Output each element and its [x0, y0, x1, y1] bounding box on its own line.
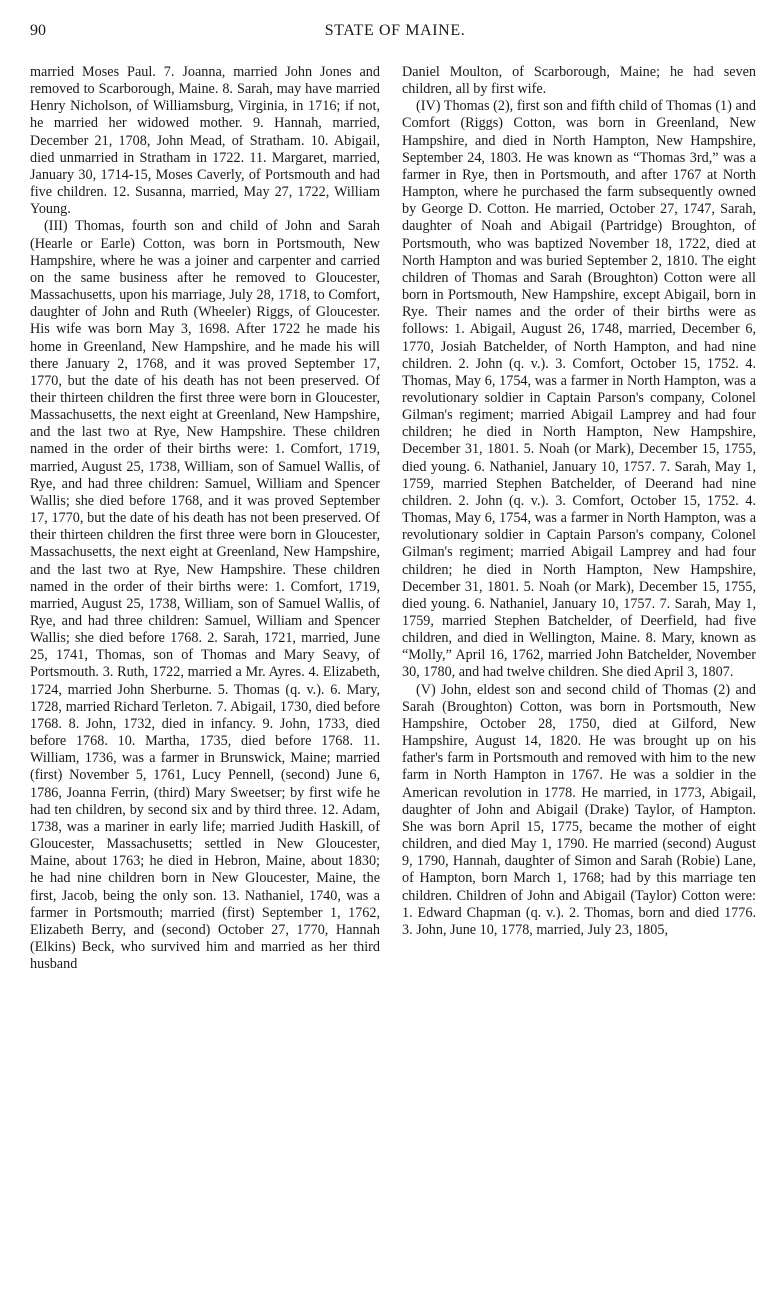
book-page — [30, 18, 760, 1280]
running-head-title: STATE OF MAINE. — [324, 22, 466, 39]
paragraph-continuation: married Moses Paul. 7. Joanna, married John Jones and removed to Scarborough, Maine. 8. Sarah, may have married Henry Nicholson, of Williamsburg, Virginia, in 1716; if not, he married her widowed mother. 9. Hannah, married, December 21, 1708, John Mead, of Stratham. 10. Abigail, died unmarried in Stratham in 1722. 11. Margaret, married, January 30, 1714-15, Moses Caverly, of Portsmouth and had five children. 12. Susanna, married, May 27, 1722, William Young. — [30, 64, 380, 218]
paragraph-thomas-iv: (IV) Thomas (2), first son and fifth child of Thomas (1) and Comfort (Riggs) Cotton, was born in Greenland, New Hampshire, and died in North Hampton, New Hampshire, September 24, 1803. He was known as “Thomas 3rd,” was a farmer in Rye, then in Portsmouth, and after 1767 at North Hampton, where he purchased the farm subsequently owned by George D. Cotton. He married, October 27, 1747, Sarah, daughter of Noah and Abigail (Partridge) Broughton, of Portsmouth, who was baptized November 18, 1722, died at North Hampton and was buried September 2, 1810. The eight children of Thomas and Sarah (Broughton) Cotton were all born in Portsmouth, New Hampshire, except Abigail, born in Rye. Their names and the order of their births were as follows: 1. Abigail, August 26, 1748, married, December 6, 1770, Josiah Batchelder, of North Hampton, and had nine children. 2. John (q. v.). 3. Comfort, October 15, 1752. 4. Thomas, May 6, 1754, was a farmer in North Hampton, was a revolutionary soldier in Captain Parson's company, Colonel Gilman's regiment; married Abigail Lamprey and had four children; he died in North Hampton, New Hampshire, December 31, 1801. 5. Noah (or Mark), December 15, 1755, died young. 6. Nathaniel, January 10, 1757. 7. Sarah, May 1, 1759, married Stephen Batchelder, of Deerand had nine children. 2. John (q. v.). 3. Comfort, October 15, 1752. 4. Thomas, May 6, 1754, was a farmer in North Hampton, was a revolutionary soldier in Captain Parson's company, Colonel Gilman's regiment; married Abigail Lamprey and had four children; he died in North Hampton, New Hampshire, December 31, 1801. 5. Noah (or Mark), December 15, 1755, died young. 6. Nathaniel, January 10, 1757. 7. Sarah, May 1, 1759, married Stephen Batchelder, of Deerfield, had five children, and died in Wellington, Maine. 8. Mary, known as “Molly,” April 16, 1762, married John Batchelder, November 30, 1780, and had twelve children. She died April 3, 1807. — [402, 98, 756, 681]
paragraph-continuation-right: Daniel Moulton, of Scarborough, Maine; he had seven children, all by first wife. — [402, 64, 756, 98]
text-columns — [30, 64, 760, 1284]
page-header — [30, 18, 760, 48]
right-column — [402, 64, 756, 939]
paragraph-thomas-iii: (III) Thomas, fourth son and child of John and Sarah (Hearle or Earle) Cotton, was born in Portsmouth, New Hampshire, where he was a joiner and carpenter and carried on the same business after he removed to Gloucester, Massachusetts, upon his marriage, July 28, 1718, to Comfort, daughter of John and Ruth (Wheeler) Riggs, of Gloucester. His wife was born May 3, 1698. After 1722 he made his home in Greenland, New Hampshire, and he made his will there January 2, 1768, and it was proved September 17, 1770, but the date of his death has not been preserved. Of their thirteen children the first three were born in Gloucester, Massachusetts, the next eight at Greenland, New Hampshire, and the last two at Rye, New Hampshire. These children named in the order of their births were: 1. Comfort, 1719, married, August 25, 1738, William, son of Samuel Wallis, of Rye, and had three children: Samuel, William and Spencer Wallis; she died before 1768, and it was proved September 17, 1770, but the date of his death has not been preserved. Of their thirteen children the first three were born in Gloucester, Massachusetts, the next eight at Greenland, New Hampshire, and the last two at Rye, New Hampshire. These children named in the order of their births were: 1. Comfort, 1719, married, August 25, 1738, William, son of Samuel Wallis, of Rye, and had three children: Samuel, William and Spencer Wallis; she died before 1768. 2. Sarah, 1721, married, June 25, 1741, Thomas, son of Thomas and Mary Seavy, of Portsmouth. 3. Ruth, 1722, married a Mr. Ayres. 4. Elizabeth, 1724, married John Sherburne. 5. Thomas (q. v.). 6. Mary, 1728, married Richard Terleton. 7. Abigail, 1730, died before 1768. 8. John, 1732, died in infancy. 9. John, 1733, died before 1768. 10. Martha, 1735, died before 1768. 11. William, 1736, was a farmer in Brunswick, Maine; married (first) November 5, 1761, Lucy Pennell, (second) June 6, 1786, Joanna Ferrin, (third) Mary Sweetser; by first wife he had ten children, by second six and by third three. 12. Adam, 1738, was a mariner in early life; married Judith Haskill, of Gloucester, Massachusetts; settled in New Gloucester, Maine, about 1763; he died in Hebron, Maine, about 1830; he had nine children born in New Gloucester, Maine, the first, Jacob, being the only son. 13. Nathaniel, 1740, was a farmer in Portsmouth; married (first) September 1, 1762, Elizabeth Berry, and (second) October 27, 1770, Hannah (Elkins) Beck, who survived him and married as her third husband — [30, 218, 380, 973]
left-column — [30, 64, 380, 973]
page-number: 90 — [30, 22, 46, 39]
paragraph-john-v: (V) John, eldest son and second child of Thomas (2) and Sarah (Broughton) Cotton, was born in Portsmouth, New Hampshire, October 28, 1750, died at Gilford, New Hampshire, August 14, 1820. He was brought up on his father's farm in Portsmouth and removed with him to the new farm in North Hampton in 1767. He was a soldier in the American revolution in 1778. He married, in 1773, Abigail, daughter of John and Abigail (Drake) Taylor, of Hampton. She was born April 15, 1775, became the mother of eight children, and died May 1, 1790. He married (second) August 9, 1790, Hannah, daughter of Simon and Sarah (Robie) Lane, of Hampton, born March 1, 1768; had by this marriage ten children. Children of John and Abigail (Taylor) Cotton were: 1. Edward Chapman (q. v.). 2. Thomas, born and died 1776. 3. John, June 10, 1778, married, July 23, 1805, — [402, 681, 756, 938]
